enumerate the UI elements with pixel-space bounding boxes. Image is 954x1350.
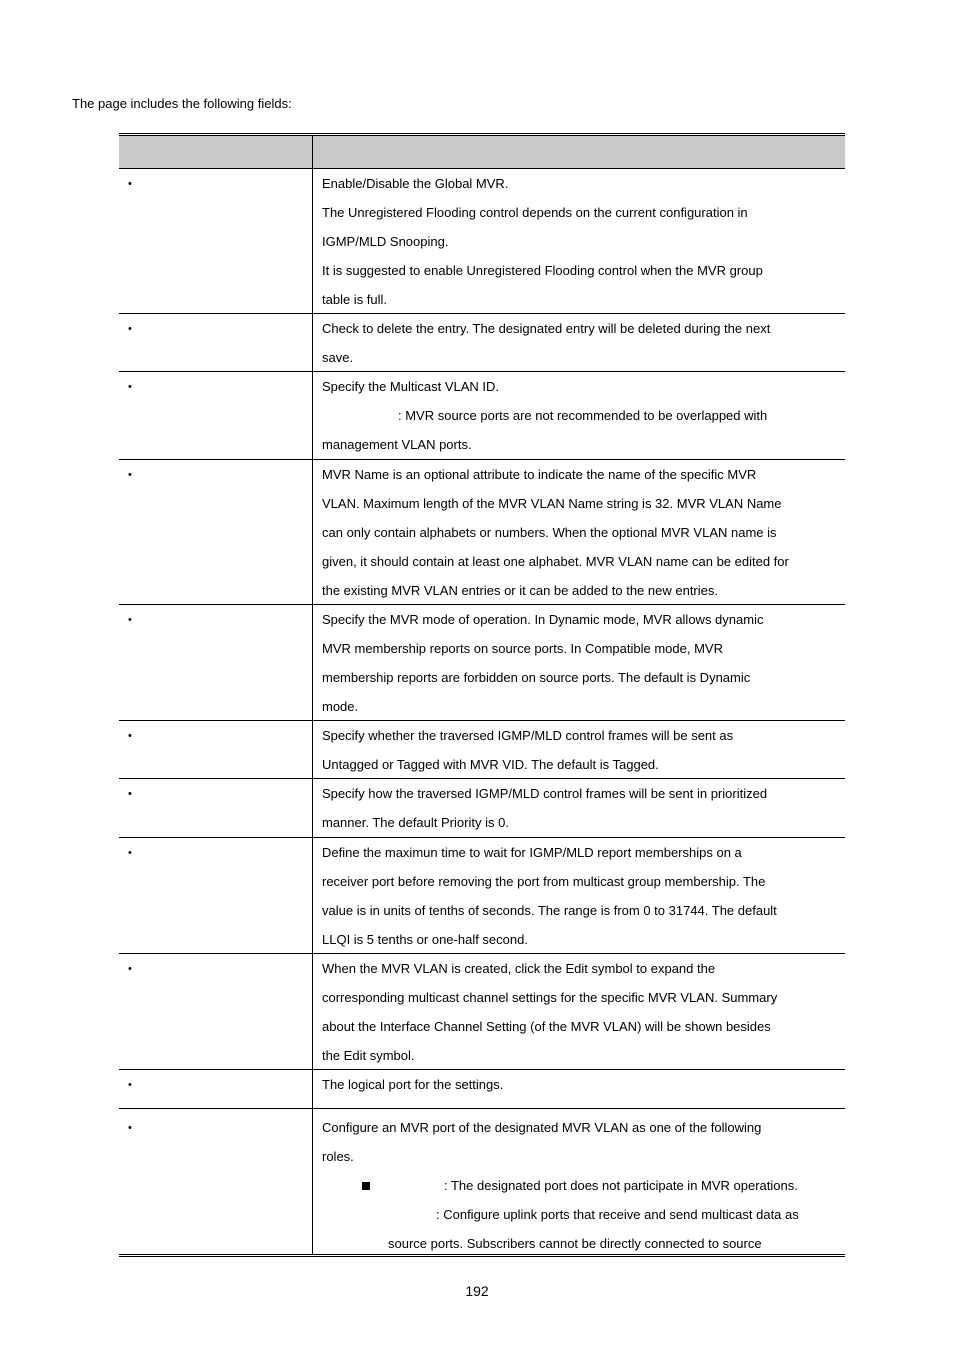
table-row — [119, 460, 845, 605]
description-cell: Define the maximun time to wait for IGMP/MLD report memberships on a receiver port before removing the port from multicast group membership. The value is in units of tenths of seconds. The range is from 0 to 31744. The default LLQI is 5 tenths or one-half second. — [322, 845, 777, 947]
header-cell-object — [119, 136, 313, 168]
field-table — [119, 133, 845, 1257]
table-row — [119, 1070, 845, 1109]
bullet-icon: • — [128, 788, 132, 800]
bullet-icon: • — [128, 963, 132, 975]
intro-text: The page includes the following fields: — [72, 96, 292, 111]
table-row — [119, 372, 845, 460]
description-cell: Check to delete the entry. The designated entry will be deleted during the next save. — [322, 321, 771, 365]
description-cell: Specify the Multicast VLAN ID. : MVR source ports are not recommended to be overlapped with management VLAN ports. — [322, 379, 768, 452]
bullet-icon: • — [128, 847, 132, 859]
bullet-icon: • — [128, 469, 132, 481]
table-row — [119, 1109, 845, 1254]
table-row — [119, 605, 845, 721]
bullet-icon: • — [128, 1122, 132, 1134]
description-cell: Enable/Disable the Global MVR. The Unregistered Flooding control depends on the current configuration in IGMP/MLD Snooping. It is suggested to enable Unregistered Flooding control when the MVR group table is full. — [322, 176, 763, 307]
table-row — [119, 838, 845, 954]
description-cell: Specify how the traversed IGMP/MLD control frames will be sent in prioritized manner. The default Priority is 0. — [322, 786, 768, 830]
bullet-icon: • — [128, 730, 132, 742]
bullet-icon: • — [128, 381, 132, 393]
table-header — [119, 136, 845, 169]
table-row — [119, 169, 845, 314]
bullet-icon: • — [128, 178, 132, 190]
description-cell: MVR Name is an optional attribute to indicate the name of the specific MVR VLAN. Maximum length of the MVR VLAN Name string is 32. MVR VLAN Name can only contain alphabets or numbers. When the optional MVR VLAN name is given, it should contain at least one alphabet. MVR VLAN name can be edited for the existing MVR VLAN entries or it can be added to the new entries. — [322, 467, 789, 598]
table-row — [119, 721, 845, 779]
bullet-icon: • — [128, 614, 132, 626]
description-cell: Specify the MVR mode of operation. In Dynamic mode, MVR allows dynamic MVR membership reports on source ports. In Compatible mode, MVR membership reports are forbidden on source ports. The default is Dynamic mode. — [322, 612, 764, 714]
bullet-icon: • — [128, 1079, 132, 1091]
description-cell: Specify whether the traversed IGMP/MLD control frames will be sent as Untagged or Tagged with MVR VID. The default is Tagged. — [322, 728, 734, 772]
table-row — [119, 954, 845, 1070]
description-cell: The logical port for the settings. — [322, 1077, 504, 1092]
description-cell: When the MVR VLAN is created, click the Edit symbol to expand the corresponding multicast channel settings for the specific MVR VLAN. Summary about the Interface Channel Setting (of the MVR VLAN) will be shown besides the Edit symbol. — [322, 961, 778, 1063]
table-row — [119, 779, 845, 838]
page-number: 192 — [465, 1283, 489, 1299]
bullet-icon: • — [128, 323, 132, 335]
table-row — [119, 314, 845, 372]
description-cell: Configure an MVR port of the designated MVR VLAN as one of the following roles. : The designated port does not participate in MVR operations. : Configure uplink ports that receive and send multicast data as source ports. Subscribers cannot be directly connected to source — [322, 1120, 799, 1251]
square-bullet-icon — [362, 1182, 370, 1190]
header-cell-description — [313, 136, 845, 168]
